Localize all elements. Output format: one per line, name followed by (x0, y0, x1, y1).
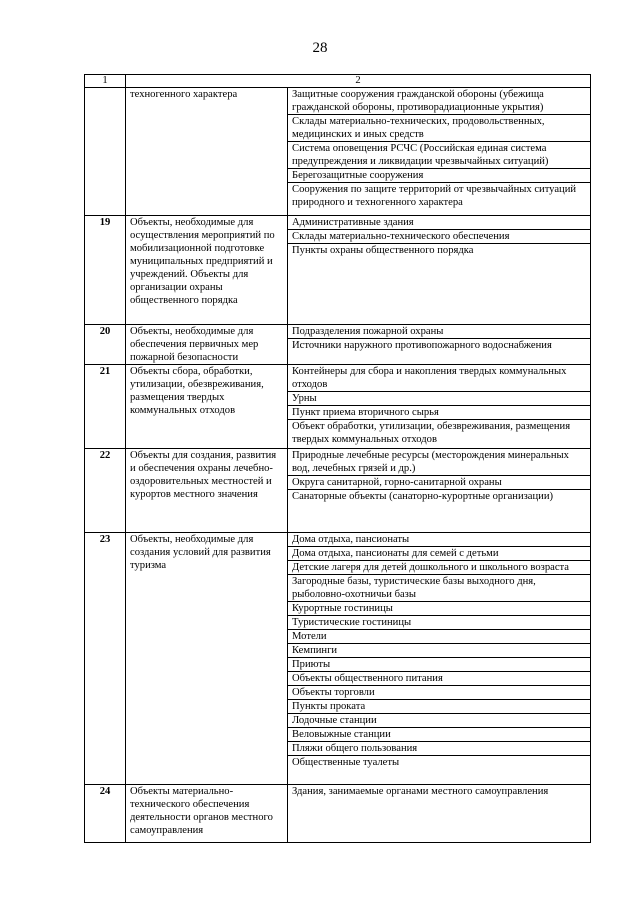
list-item: Пункт приема вторичного сырья (288, 406, 590, 420)
list-item: Контейнеры для сбора и накопления твердых коммунальных отходов (288, 365, 590, 392)
list-item: Пункты проката (288, 700, 590, 714)
row-object-category: Объекты материально-технического обеспечения деятельности органов местного самоуправления (126, 785, 288, 843)
objects-table (84, 74, 591, 843)
row-object-list (288, 216, 591, 325)
list-item: Склады материально-технического обеспечения (288, 230, 590, 244)
list-item: Туристические гостиницы (288, 616, 590, 630)
row-number: 19 (85, 216, 126, 325)
row-object-category: Объекты, необходимые для осуществления мероприятий по мобилизационной подготовке муниципальных предприятий и учреждений. Объекты для организации охраны общественного порядка (126, 216, 288, 325)
list-item: Детские лагеря для детей дошкольного и школьного возраста (288, 561, 590, 575)
list-item: Округа санитарной, горно-санитарной охраны (288, 476, 590, 490)
list-item: Приюты (288, 658, 590, 672)
table-header-row (85, 75, 591, 88)
table-row (85, 365, 591, 449)
list-item: Система оповещения РСЧС (Российская единая система предупреждения и ликвидации чрезвычайных ситуаций) (288, 142, 590, 169)
list-item: Кемпинги (288, 644, 590, 658)
list-item: Склады материально-технических, продовольственных, медицинских и иных средств (288, 115, 590, 142)
header-col-2: 2 (126, 75, 591, 88)
table-body (85, 75, 591, 843)
row-object-category: Объекты, необходимые для обеспечения первичных мер пожарной безопасности (126, 325, 288, 365)
row-object-list (288, 533, 591, 785)
table-row (85, 533, 591, 785)
row-object-category: Объекты, необходимые для создания условий для развития туризма (126, 533, 288, 785)
row-object-list (288, 449, 591, 533)
page-number: 28 (312, 40, 328, 56)
list-item: Источники наружного противопожарного водоснабжения (292, 340, 552, 351)
list-item: Общественные туалеты (292, 757, 400, 768)
row-number: 22 (85, 449, 126, 533)
row-number: 20 (85, 325, 126, 365)
header-col-1: 1 (85, 75, 126, 88)
row-object-list (288, 88, 591, 216)
row-number: 24 (85, 785, 126, 843)
table-row (85, 325, 591, 365)
list-item: Лодочные станции (288, 714, 590, 728)
row-number: 23 (85, 533, 126, 785)
row-object-category: техногенного характера (126, 88, 288, 216)
list-item: Пункты охраны общественного порядка (292, 245, 474, 256)
list-item: Санаторные объекты (санаторно-курортные организации) (292, 491, 554, 502)
list-item: Пляжи общего пользования (288, 742, 590, 756)
row-object-list (288, 785, 591, 843)
row-object-list (288, 325, 591, 365)
list-item: Дома отдыха, пансионаты (288, 533, 590, 547)
list-item: Сооружения по защите территорий от чрезвычайных ситуаций природного и техногенного характера (292, 184, 577, 208)
list-item: Мотели (288, 630, 590, 644)
row-object-category: Объекты сбора, обработки, утилизации, обезвреживания, размещения твердых коммунальных отходов (126, 365, 288, 449)
list-item: Объекты общественного питания (288, 672, 590, 686)
row-object-category: Объекты для создания, развития и обеспечения охраны лечебно-оздоровительных местностей и курортов местного значения (126, 449, 288, 533)
list-item: Административные здания (288, 216, 590, 230)
list-item: Защитные сооружения гражданской обороны (убежища гражданской обороны, противорадиационные укрытия) (288, 88, 590, 115)
table-row (85, 785, 591, 843)
list-item: Урны (288, 392, 590, 406)
table-row (85, 449, 591, 533)
table-row (85, 216, 591, 325)
row-number (85, 88, 126, 216)
list-item: Веловыжные станции (288, 728, 590, 742)
list-item: Объекты торговли (288, 686, 590, 700)
list-item: Природные лечебные ресурсы (месторождения минеральных вод, лечебных грязей и др.) (288, 449, 590, 476)
list-item: Подразделения пожарной охраны (288, 325, 590, 339)
list-item: Объект обработки, утилизации, обезвреживания, размещения твердых коммунальных отходов (292, 421, 571, 445)
list-item: Загородные базы, туристические базы выходного дня, рыболовно-охотничьи базы (288, 575, 590, 602)
row-number: 21 (85, 365, 126, 449)
list-item: Дома отдыха, пансионаты для семей с детьми (288, 547, 590, 561)
list-item: Здания, занимаемые органами местного самоуправления (292, 786, 549, 797)
list-item: Берегозащитные сооружения (288, 169, 590, 183)
list-item: Курортные гостиницы (288, 602, 590, 616)
row-object-list (288, 365, 591, 449)
table-row (85, 88, 591, 216)
